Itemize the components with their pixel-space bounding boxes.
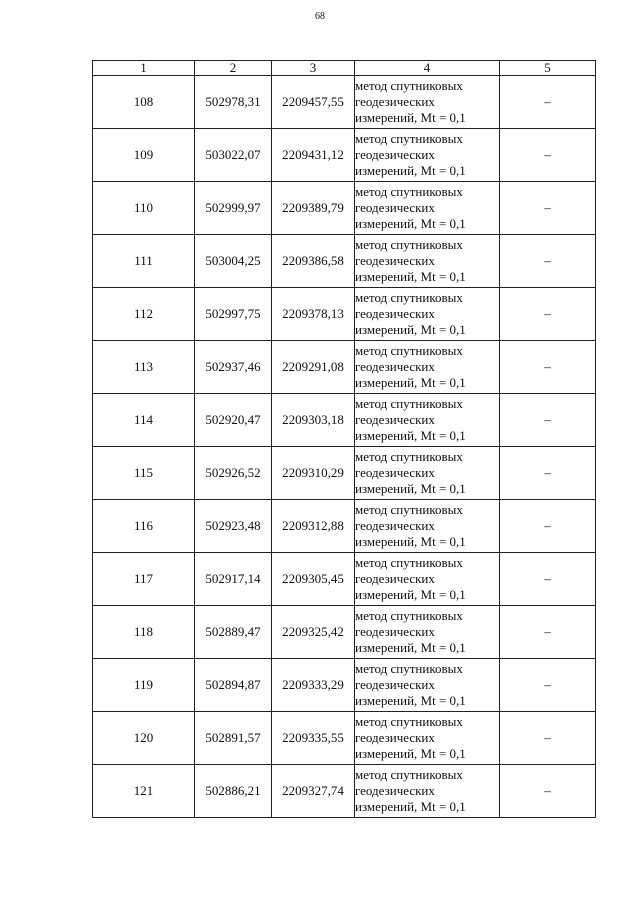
method-cell	[355, 394, 500, 447]
method-line: измерений, Mt = 0,1	[355, 640, 466, 655]
method-cell	[355, 712, 500, 765]
coordinate-x-cell: 502978,31	[195, 76, 272, 129]
method-line: измерений, Mt = 0,1	[355, 375, 466, 390]
coordinate-x-cell: 503022,07	[195, 129, 272, 182]
method-line: геодезических	[355, 465, 435, 480]
coordinate-x-cell: 502894,87	[195, 659, 272, 712]
method-cell	[355, 76, 500, 129]
method-line: метод спутниковых	[355, 131, 463, 146]
method-line: геодезических	[355, 306, 435, 321]
coordinate-x-cell: 502886,21	[195, 765, 272, 818]
table-row	[93, 500, 596, 553]
method-line: геодезических	[355, 94, 435, 109]
coordinate-y-cell: 2209303,18	[272, 394, 355, 447]
table-row	[93, 712, 596, 765]
method-cell	[355, 341, 500, 394]
method-line: геодезических	[355, 359, 435, 374]
method-cell	[355, 288, 500, 341]
note-cell: –	[500, 447, 596, 500]
table-row	[93, 129, 596, 182]
method-cell	[355, 765, 500, 818]
coordinate-y-cell: 2209431,12	[272, 129, 355, 182]
method-line: геодезических	[355, 677, 435, 692]
point-number-cell: 108	[93, 76, 195, 129]
table-row	[93, 288, 596, 341]
coordinate-x-cell: 502926,52	[195, 447, 272, 500]
table-row	[93, 76, 596, 129]
coordinate-y-cell: 2209457,55	[272, 76, 355, 129]
method-line: метод спутниковых	[355, 502, 463, 517]
method-line: геодезических	[355, 730, 435, 745]
method-line: геодезических	[355, 783, 435, 798]
coordinate-y-cell: 2209291,08	[272, 341, 355, 394]
table-row	[93, 235, 596, 288]
point-number-cell: 112	[93, 288, 195, 341]
method-cell	[355, 447, 500, 500]
coordinate-x-cell: 502937,46	[195, 341, 272, 394]
point-number-cell: 120	[93, 712, 195, 765]
method-line: метод спутниковых	[355, 237, 463, 252]
note-cell: –	[500, 553, 596, 606]
table-row	[93, 553, 596, 606]
note-cell: –	[500, 129, 596, 182]
method-line: измерений, Mt = 0,1	[355, 481, 466, 496]
method-line: измерений, Mt = 0,1	[355, 322, 466, 337]
method-cell	[355, 553, 500, 606]
column-header-3: 3	[272, 61, 355, 76]
table-header-row	[93, 61, 596, 76]
method-line: метод спутниковых	[355, 555, 463, 570]
note-cell: –	[500, 712, 596, 765]
coordinate-x-cell: 502920,47	[195, 394, 272, 447]
method-cell	[355, 659, 500, 712]
note-cell: –	[500, 765, 596, 818]
method-line: измерений, Mt = 0,1	[355, 693, 466, 708]
table-row	[93, 447, 596, 500]
table-row	[93, 182, 596, 235]
coordinate-y-cell: 2209312,88	[272, 500, 355, 553]
point-number-cell: 117	[93, 553, 195, 606]
method-cell	[355, 235, 500, 288]
point-number-cell: 118	[93, 606, 195, 659]
method-cell	[355, 500, 500, 553]
coordinate-x-cell: 502917,14	[195, 553, 272, 606]
coordinate-y-cell: 2209325,42	[272, 606, 355, 659]
method-cell	[355, 606, 500, 659]
column-header-5: 5	[500, 61, 596, 76]
note-cell: –	[500, 500, 596, 553]
coordinate-x-cell: 502889,47	[195, 606, 272, 659]
coordinate-y-cell: 2209386,58	[272, 235, 355, 288]
method-line: геодезических	[355, 253, 435, 268]
method-line: измерений, Mt = 0,1	[355, 428, 466, 443]
coordinate-x-cell: 502997,75	[195, 288, 272, 341]
method-line: метод спутниковых	[355, 767, 463, 782]
column-header-1: 1	[93, 61, 195, 76]
note-cell: –	[500, 341, 596, 394]
point-number-cell: 111	[93, 235, 195, 288]
method-line: метод спутниковых	[355, 714, 463, 729]
table-row	[93, 341, 596, 394]
note-cell: –	[500, 394, 596, 447]
coordinate-y-cell: 2209305,45	[272, 553, 355, 606]
method-line: измерений, Mt = 0,1	[355, 587, 466, 602]
point-number-cell: 113	[93, 341, 195, 394]
coordinates-table	[92, 60, 596, 818]
point-number-cell: 121	[93, 765, 195, 818]
method-line: геодезических	[355, 147, 435, 162]
method-line: метод спутниковых	[355, 290, 463, 305]
coordinate-y-cell: 2209389,79	[272, 182, 355, 235]
column-header-2: 2	[195, 61, 272, 76]
method-line: геодезических	[355, 624, 435, 639]
table-row	[93, 659, 596, 712]
point-number-cell: 116	[93, 500, 195, 553]
method-line: геодезических	[355, 571, 435, 586]
table-row	[93, 765, 596, 818]
method-line: измерений, Mt = 0,1	[355, 269, 466, 284]
method-line: метод спутниковых	[355, 449, 463, 464]
coordinate-y-cell: 2209378,13	[272, 288, 355, 341]
method-line: измерений, Mt = 0,1	[355, 216, 466, 231]
point-number-cell: 119	[93, 659, 195, 712]
coordinate-y-cell: 2209327,74	[272, 765, 355, 818]
method-line: геодезических	[355, 200, 435, 215]
coordinate-y-cell: 2209310,29	[272, 447, 355, 500]
method-line: измерений, Mt = 0,1	[355, 110, 466, 125]
table-row	[93, 606, 596, 659]
point-number-cell: 114	[93, 394, 195, 447]
coordinate-x-cell: 503004,25	[195, 235, 272, 288]
note-cell: –	[500, 76, 596, 129]
method-line: метод спутниковых	[355, 184, 463, 199]
note-cell: –	[500, 606, 596, 659]
coordinate-y-cell: 2209333,29	[272, 659, 355, 712]
method-line: измерений, Mt = 0,1	[355, 799, 466, 814]
note-cell: –	[500, 288, 596, 341]
coordinate-x-cell: 502923,48	[195, 500, 272, 553]
note-cell: –	[500, 182, 596, 235]
coordinate-x-cell: 502999,97	[195, 182, 272, 235]
coordinate-x-cell: 502891,57	[195, 712, 272, 765]
method-line: измерений, Mt = 0,1	[355, 746, 466, 761]
method-line: метод спутниковых	[355, 396, 463, 411]
point-number-cell: 110	[93, 182, 195, 235]
page-number: 68	[315, 11, 325, 22]
coordinate-y-cell: 2209335,55	[272, 712, 355, 765]
point-number-cell: 109	[93, 129, 195, 182]
method-line: метод спутниковых	[355, 343, 463, 358]
method-line: метод спутниковых	[355, 608, 463, 623]
note-cell: –	[500, 659, 596, 712]
method-line: измерений, Mt = 0,1	[355, 163, 466, 178]
method-line: геодезических	[355, 518, 435, 533]
column-header-4: 4	[355, 61, 500, 76]
point-number-cell: 115	[93, 447, 195, 500]
method-line: геодезических	[355, 412, 435, 427]
method-cell	[355, 129, 500, 182]
method-line: метод спутниковых	[355, 78, 463, 93]
table-body	[93, 76, 596, 818]
method-line: измерений, Mt = 0,1	[355, 534, 466, 549]
method-line: метод спутниковых	[355, 661, 463, 676]
method-cell	[355, 182, 500, 235]
table-row	[93, 394, 596, 447]
note-cell: –	[500, 235, 596, 288]
